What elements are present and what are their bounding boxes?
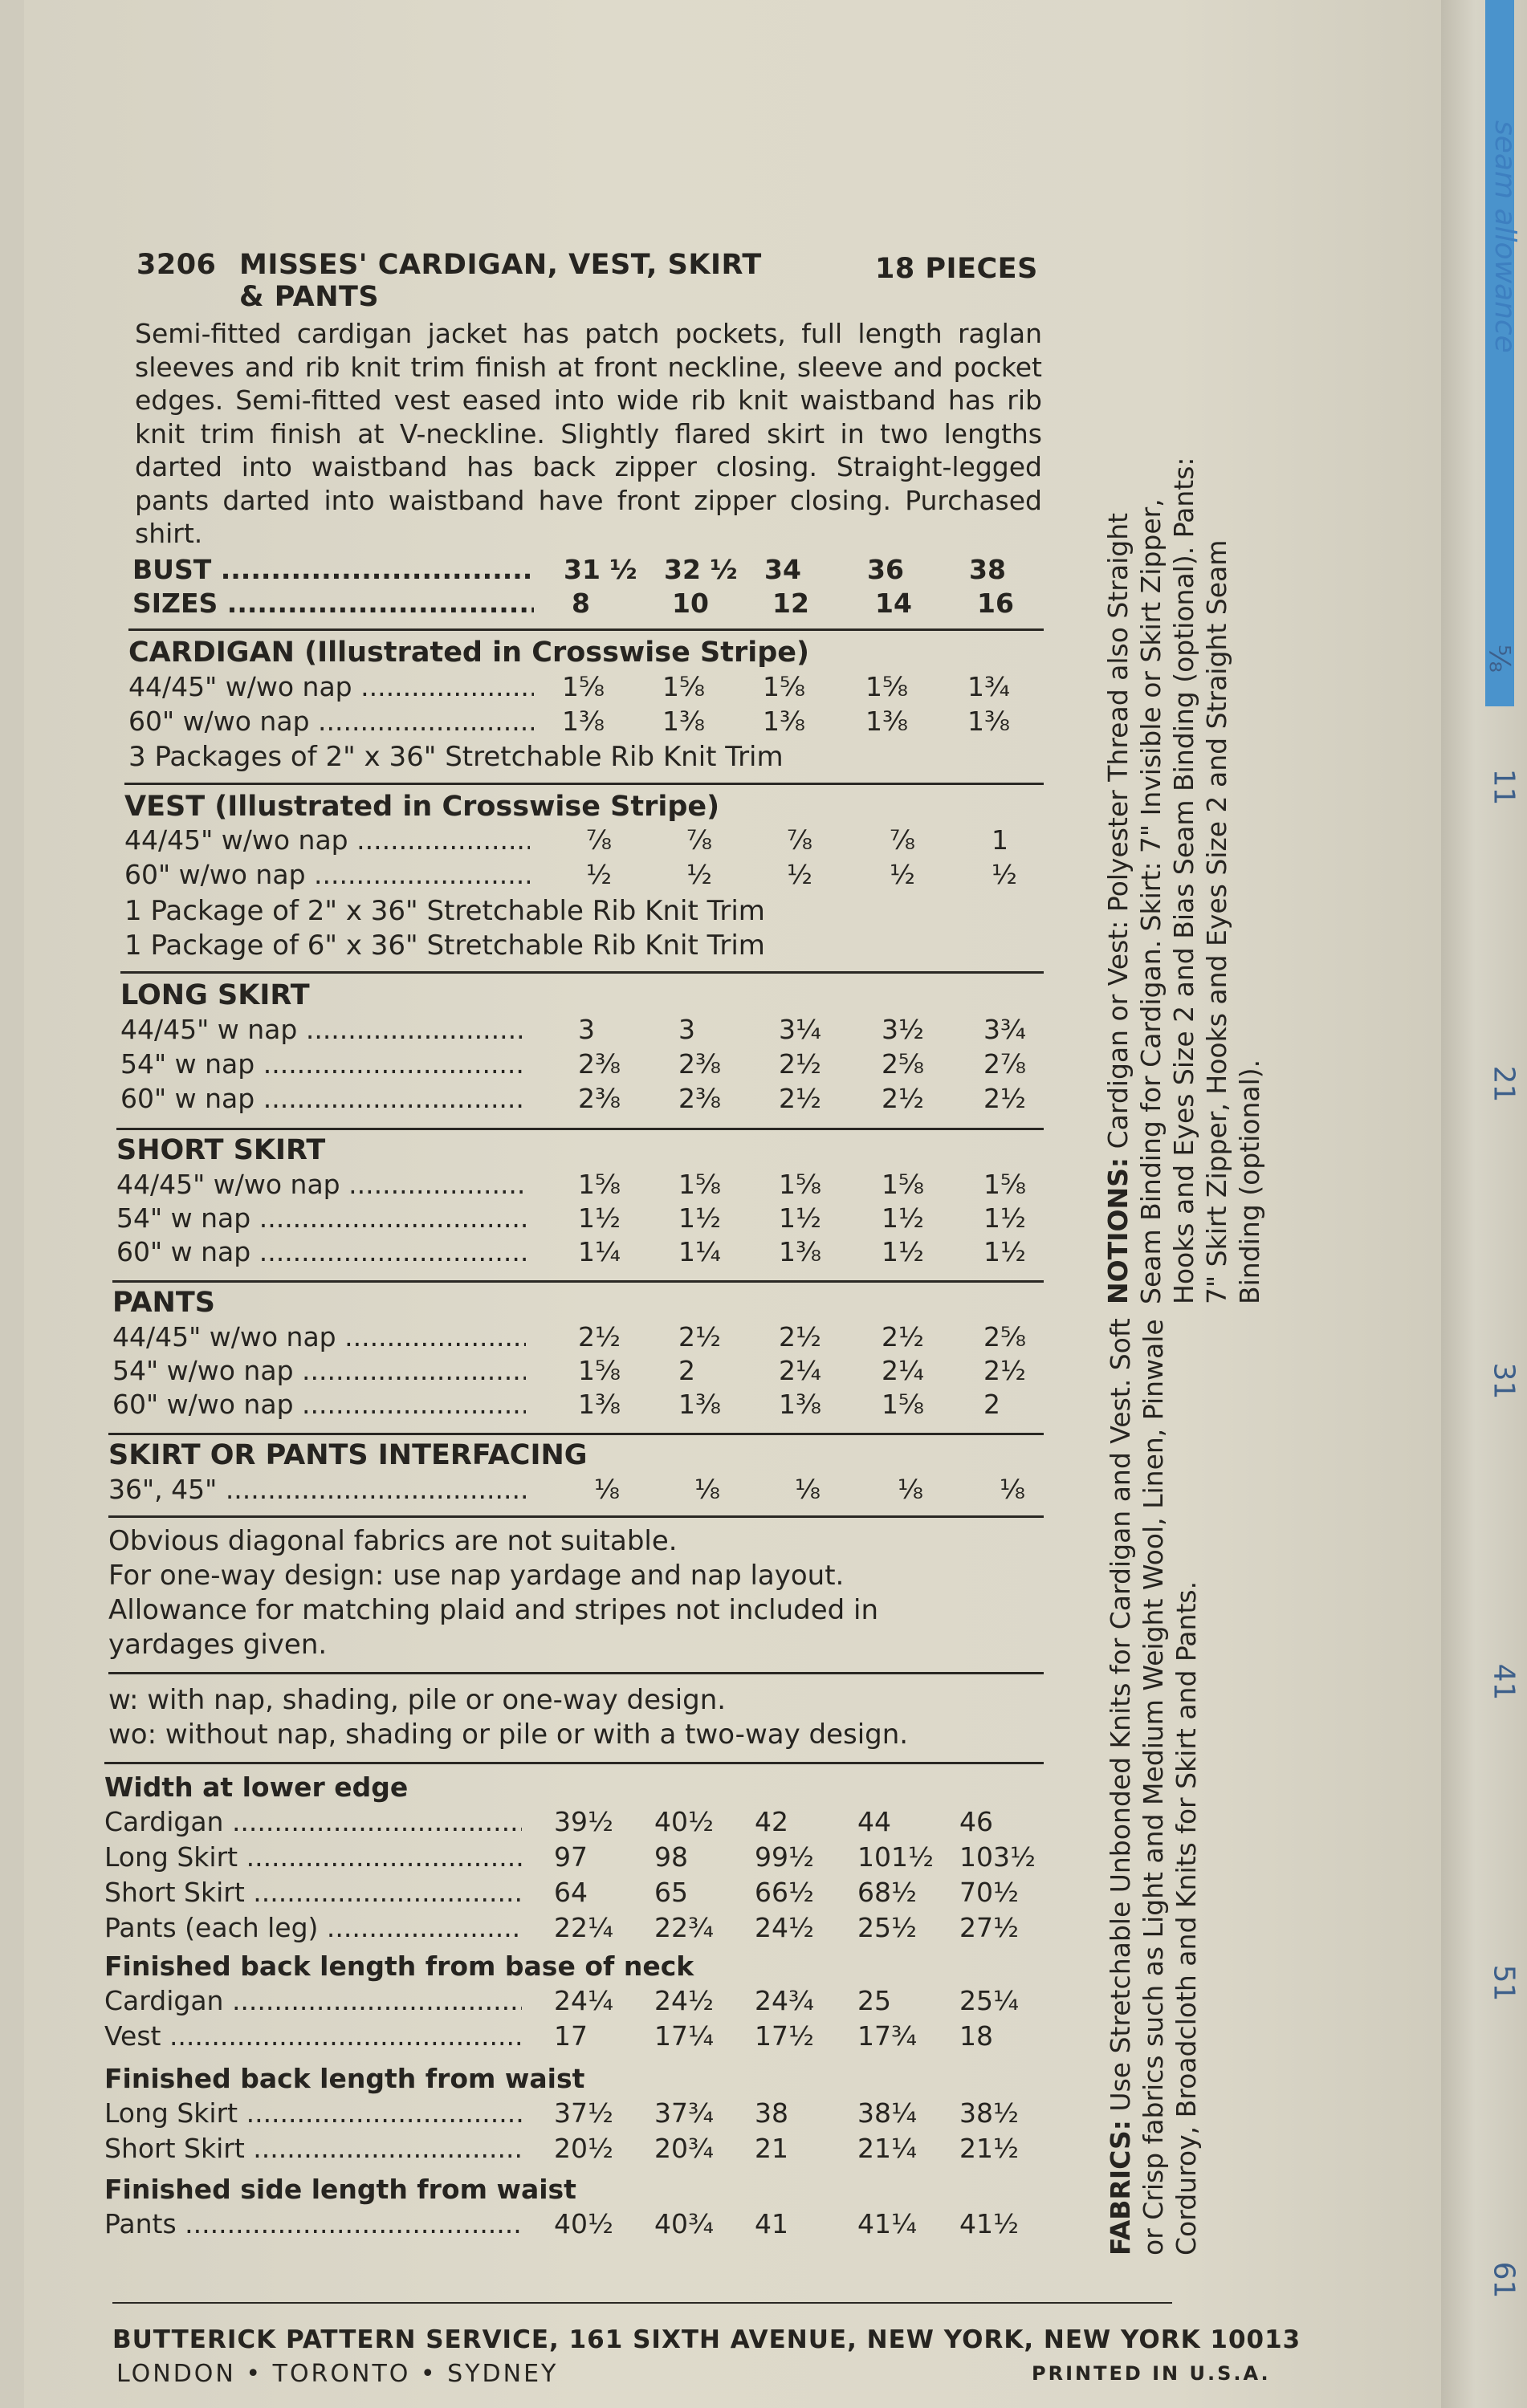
row-value: 1¾: [967, 671, 1010, 702]
row-value: 1⅝: [678, 1169, 721, 1200]
row-label: 60" w nap .....: [116, 1236, 526, 1267]
bust-row: [0, 554, 1052, 589]
row-value: 21½: [959, 2133, 1019, 2164]
row-value: 2½: [983, 1355, 1026, 1386]
cardigan-note: 3 Packages of 2" x 36" Stretchable Rib Knit Trim: [128, 741, 784, 773]
back-waist-title: Finished back length from waist: [104, 2063, 585, 2094]
printed-in: PRINTED IN U.S.A.: [1032, 2362, 1271, 2385]
ruler-mark: 11: [1487, 768, 1521, 806]
size-value: 14: [875, 588, 912, 619]
table-row: [0, 859, 1052, 894]
row-value: 24¾: [755, 1985, 814, 2016]
legend-w: w: with nap, shading, pile or one-way design.: [108, 1684, 727, 1716]
row-value: 2½: [779, 1321, 821, 1352]
table-row: [0, 671, 1052, 706]
row-value: 68½: [857, 1877, 917, 1908]
row-value: 1⅝: [578, 1169, 621, 1200]
row-value: 38: [755, 2097, 788, 2129]
row-value: ⅞: [787, 824, 812, 856]
table-row: [0, 2020, 1052, 2056]
size-value: 12: [772, 588, 809, 619]
section-rule: [116, 1128, 1044, 1130]
row-value: 2½: [779, 1048, 821, 1080]
table-row: [0, 1321, 1052, 1357]
row-value: 2⅜: [678, 1083, 721, 1114]
sizes-row: [0, 588, 1052, 623]
row-label: 36", 45" .....: [108, 1474, 526, 1505]
row-value: 22¼: [554, 1912, 613, 1943]
row-value: ½: [992, 859, 1017, 890]
table-row: [0, 1985, 1052, 2020]
row-value: 70½: [959, 1877, 1019, 1908]
row-value: ½: [686, 859, 712, 890]
side-waist-title: Finished side length from waist: [104, 2174, 576, 2205]
row-value: 2½: [882, 1083, 924, 1114]
row-value: ⅛: [1000, 1474, 1025, 1505]
row-value: ½: [787, 859, 812, 890]
row-label: 60" w/wo nap .....: [128, 706, 534, 737]
size-value: 8: [572, 588, 590, 619]
row-value: 97: [554, 1841, 588, 1873]
row-value: 24½: [755, 1912, 814, 1943]
table-row: [0, 1841, 1052, 1877]
table-row: [0, 1355, 1052, 1390]
row-value: 1⅜: [662, 706, 705, 737]
section-rule: [112, 1280, 1044, 1283]
row-value: 41¼: [857, 2208, 917, 2239]
back-neck-title: Finished back length from base of neck: [104, 1950, 694, 1982]
pants-title: PANTS: [112, 1287, 215, 1319]
row-value: 2⅝: [983, 1321, 1026, 1352]
table-row: [0, 2133, 1052, 2168]
row-value: 1⅜: [865, 706, 908, 737]
table-row: [0, 2097, 1052, 2133]
table-row: [0, 2208, 1052, 2243]
row-value: 2½: [882, 1321, 924, 1352]
width-title: Width at lower edge: [104, 1771, 409, 1803]
row-value: ⅛: [694, 1474, 720, 1505]
row-value: 38½: [959, 2097, 1019, 2129]
note-line-1: Obvious diagonal fabrics are not suitable.: [108, 1525, 678, 1557]
row-value: 1⅝: [882, 1389, 924, 1420]
row-value: 2: [983, 1389, 1000, 1420]
row-value: 101½: [857, 1841, 934, 1873]
row-value: 99½: [755, 1841, 814, 1873]
vest-title: VEST (Illustrated in Crosswise Stripe): [124, 791, 720, 823]
publisher-offices: LONDON • TORONTO • SYDNEY: [116, 2360, 559, 2388]
row-label: Cardigan .....: [104, 1985, 522, 2016]
row-value: 1: [992, 824, 1008, 856]
row-label: Cardigan .....: [104, 1806, 522, 1837]
ruler-mark: ⅝: [1482, 645, 1516, 673]
row-value: 20½: [554, 2133, 613, 2164]
row-label: Pants (each leg) .....: [104, 1912, 522, 1943]
row-value: 66½: [755, 1877, 814, 1908]
row-value: 40¾: [654, 2208, 714, 2239]
size-value: 16: [977, 588, 1014, 619]
row-label: Long Skirt .....: [104, 1841, 522, 1873]
footer-rule: [112, 2302, 1172, 2304]
row-value: 3¼: [779, 1014, 821, 1045]
row-value: 40½: [654, 1806, 714, 1837]
ruler-mark: 61: [1487, 2261, 1521, 2299]
row-value: 1½: [882, 1202, 924, 1234]
row-value: 1⅝: [983, 1169, 1026, 1200]
long-skirt-title: LONG SKIRT: [120, 979, 310, 1011]
row-value: 1⅜: [578, 1389, 621, 1420]
sizes-label: SIZES .....: [132, 588, 534, 619]
row-label: 44/45" w nap .....: [120, 1014, 526, 1045]
row-value: 1⅜: [779, 1236, 821, 1267]
table-row: [0, 1806, 1052, 1841]
row-value: ⅛: [898, 1474, 923, 1505]
row-value: 2⅜: [678, 1048, 721, 1080]
notions-block: [1101, 437, 1266, 1304]
row-value: 1¼: [578, 1236, 621, 1267]
row-value: 1⅜: [967, 706, 1010, 737]
row-value: 38¼: [857, 2097, 917, 2129]
table-row: [0, 1877, 1052, 1912]
row-value: 2½: [578, 1321, 621, 1352]
row-value: 1⅜: [562, 706, 605, 737]
table-row: [0, 706, 1052, 741]
row-value: 1⅝: [882, 1169, 924, 1200]
row-value: ⅞: [686, 824, 712, 856]
section-rule: [104, 1762, 1044, 1764]
bust-value: 32 ½: [664, 554, 738, 585]
row-value: 3¾: [983, 1014, 1026, 1045]
table-row: [0, 824, 1052, 860]
vest-note-1: 1 Package of 2" x 36" Stretchable Rib Knit Trim: [124, 895, 765, 927]
ruler-mark: 21: [1487, 1065, 1521, 1103]
row-value: 21: [755, 2133, 788, 2164]
row-label: 60" w nap .....: [120, 1083, 526, 1114]
fabrics-text: Use Stretchable Unbonded Knits for Cardigan and Vest. Soft or Crisp fabrics such as Light and Medium Weight Wool, Linen, Pinwale Corduroy, Broadcloth and Knits for Skirt and Pants.: [1105, 1318, 1202, 2255]
section-rule: [108, 1433, 1044, 1435]
bust-label: BUST .....: [132, 554, 534, 585]
vest-note-2: 1 Package of 6" x 36" Stretchable Rib Knit Trim: [124, 929, 765, 962]
row-value: 2½: [678, 1321, 721, 1352]
row-value: 1⅝: [562, 671, 605, 702]
section-rule: [128, 628, 1044, 631]
row-value: 1½: [983, 1202, 1026, 1234]
row-value: 64: [554, 1877, 588, 1908]
row-value: 1½: [983, 1236, 1026, 1267]
row-value: 40½: [554, 2208, 613, 2239]
notions-label: NOTIONS:: [1102, 1157, 1134, 1304]
pattern-title-line2: & PANTS: [239, 281, 380, 313]
row-label: 44/45" w/wo nap .....: [116, 1169, 526, 1200]
row-value: 46: [959, 1806, 993, 1837]
row-value: 25½: [857, 1912, 917, 1943]
row-value: 17¾: [857, 2020, 917, 2052]
row-value: 17¼: [654, 2020, 714, 2052]
table-row: [0, 1389, 1052, 1424]
ruler-mark: 41: [1487, 1663, 1521, 1701]
row-value: 20¾: [654, 2133, 714, 2164]
ruler-mark: 31: [1487, 1362, 1521, 1400]
row-value: 37¾: [654, 2097, 714, 2129]
row-value: 2½: [983, 1083, 1026, 1114]
row-value: 25¼: [959, 1985, 1019, 2016]
row-value: 24½: [654, 1985, 714, 2016]
row-label: 44/45" w/wo nap .....: [124, 824, 530, 856]
row-value: 1½: [779, 1202, 821, 1234]
row-value: 1⅝: [578, 1355, 621, 1386]
row-label: 54" w nap .....: [116, 1202, 526, 1234]
row-value: 1⅝: [662, 671, 705, 702]
row-label: Vest .....: [104, 2020, 522, 2052]
row-label: 44/45" w/wo nap .....: [128, 671, 534, 702]
row-value: ½: [890, 859, 915, 890]
row-value: ⅛: [594, 1474, 620, 1505]
row-value: ⅞: [890, 824, 915, 856]
table-row: [0, 1083, 1052, 1118]
bust-value: 36: [867, 554, 904, 585]
row-value: 1⅜: [763, 706, 805, 737]
row-value: 3½: [882, 1014, 924, 1045]
row-label: Pants .....: [104, 2208, 522, 2239]
seam-allowance-label: seam allowance: [1488, 120, 1521, 353]
row-value: 2: [678, 1355, 695, 1386]
row-value: 41: [755, 2208, 788, 2239]
ruler-mark: 51: [1487, 1964, 1521, 2002]
table-row: [0, 1014, 1052, 1049]
row-value: 103½: [959, 1841, 1036, 1873]
row-value: 3: [678, 1014, 695, 1045]
row-value: 44: [857, 1806, 891, 1837]
row-value: 1½: [578, 1202, 621, 1234]
row-value: 2⅜: [578, 1048, 621, 1080]
row-value: 3: [578, 1014, 595, 1045]
row-value: 2½: [779, 1083, 821, 1114]
row-value: 21¼: [857, 2133, 917, 2164]
note-line-2: For one-way design: use nap yardage and nap layout.: [108, 1560, 845, 1592]
row-value: 37½: [554, 2097, 613, 2129]
row-value: 17: [554, 2020, 588, 2052]
table-row: [0, 1048, 1052, 1084]
row-value: 2¼: [882, 1355, 924, 1386]
description: Semi-fitted cardigan jacket has patch pockets, full length raglan sleeves and rib knit trim finish at front neckline, sleeve and pocket edges. Semi-fitted vest eased into wide rib knit waistband has rib knit trim finish at V-neckline. Slightly flared skirt in two lengths darted into waistband has back zipper closing. Straight-legged pants darted into waistband have front zipper closing. Purchased shirt.: [135, 318, 1042, 549]
row-value: 17½: [755, 2020, 814, 2052]
row-value: ⅞: [586, 824, 612, 856]
row-value: ⅛: [795, 1474, 821, 1505]
section-rule: [108, 1515, 1044, 1518]
row-value: 65: [654, 1877, 688, 1908]
row-value: 2⅞: [983, 1048, 1026, 1080]
row-value: 1⅜: [678, 1389, 721, 1420]
section-rule: [124, 783, 1044, 785]
bust-value: 38: [969, 554, 1006, 585]
row-label: 60" w/wo nap .....: [112, 1389, 526, 1420]
row-value: 18: [959, 2020, 993, 2052]
row-label: 54" w/wo nap .....: [112, 1355, 526, 1386]
row-value: 1⅝: [779, 1169, 821, 1200]
row-value: 24¼: [554, 1985, 613, 2016]
table-row: [0, 1236, 1052, 1271]
pattern-number: 3206: [136, 249, 217, 281]
row-label: Short Skirt .....: [104, 1877, 522, 1908]
row-value: 1½: [882, 1236, 924, 1267]
table-row: [0, 1169, 1052, 1204]
row-value: 41½: [959, 2208, 1019, 2239]
section-rule: [120, 971, 1044, 974]
row-label: 54" w nap .....: [120, 1048, 526, 1080]
legend-wo: wo: without nap, shading or pile or with a two-way design.: [108, 1719, 909, 1751]
row-value: 2⅜: [578, 1083, 621, 1114]
row-value: 1⅝: [763, 671, 805, 702]
note-line-4: yardages given.: [108, 1629, 328, 1661]
row-value: ½: [586, 859, 612, 890]
row-value: 22¾: [654, 1912, 714, 1943]
row-label: 44/45" w/wo nap .....: [112, 1321, 526, 1352]
table-row: [0, 1202, 1052, 1238]
row-value: 25: [857, 1985, 891, 2016]
notions-text: Cardigan or Vest: Polyester Thread also Straight Seam Binding for Cardigan. Skirt: 7" Invisible or Skirt Zipper, Hooks and Eyes Size 2 and Bias Seam Binding (optional). Pants: 7" Skirt Zipper, Hooks and Eyes Size 2 and Straight Seam Binding (optional).: [1102, 457, 1265, 1304]
short-skirt-title: SHORT SKIRT: [116, 1134, 326, 1166]
note-line-3: Allowance for matching plaid and stripes not included in: [108, 1594, 879, 1626]
row-value: 1⅜: [779, 1389, 821, 1420]
row-value: 2¼: [779, 1355, 821, 1386]
cardigan-title: CARDIGAN (Illustrated in Crosswise Stripe): [128, 637, 809, 669]
bust-value: 31 ½: [564, 554, 637, 585]
publisher-address: BUTTERICK PATTERN SERVICE, 161 SIXTH AVENUE, NEW YORK, NEW YORK 10013: [112, 2325, 1301, 2354]
table-row: [0, 1474, 1052, 1509]
pieces-count: 18 PIECES: [875, 253, 1038, 285]
row-value: 1¼: [678, 1236, 721, 1267]
row-value: 2⅝: [882, 1048, 924, 1080]
bust-value: 34: [764, 554, 801, 585]
row-label: 60" w/wo nap .....: [124, 859, 530, 890]
row-value: 1½: [678, 1202, 721, 1234]
section-rule: [108, 1672, 1044, 1674]
row-value: 42: [755, 1806, 788, 1837]
size-value: 10: [672, 588, 709, 619]
row-value: 98: [654, 1841, 688, 1873]
fabrics-block: [1104, 1300, 1203, 2255]
row-value: 27½: [959, 1912, 1019, 1943]
interfacing-title: SKIRT OR PANTS INTERFACING: [108, 1439, 588, 1471]
row-label: Long Skirt .....: [104, 2097, 522, 2129]
row-label: Short Skirt .....: [104, 2133, 522, 2164]
pattern-title: MISSES' CARDIGAN, VEST, SKIRT: [239, 249, 762, 281]
table-row: [0, 1912, 1052, 1947]
row-value: 1⅝: [865, 671, 908, 702]
row-value: 39½: [554, 1806, 613, 1837]
fabrics-label: FABRICS:: [1105, 2120, 1136, 2255]
